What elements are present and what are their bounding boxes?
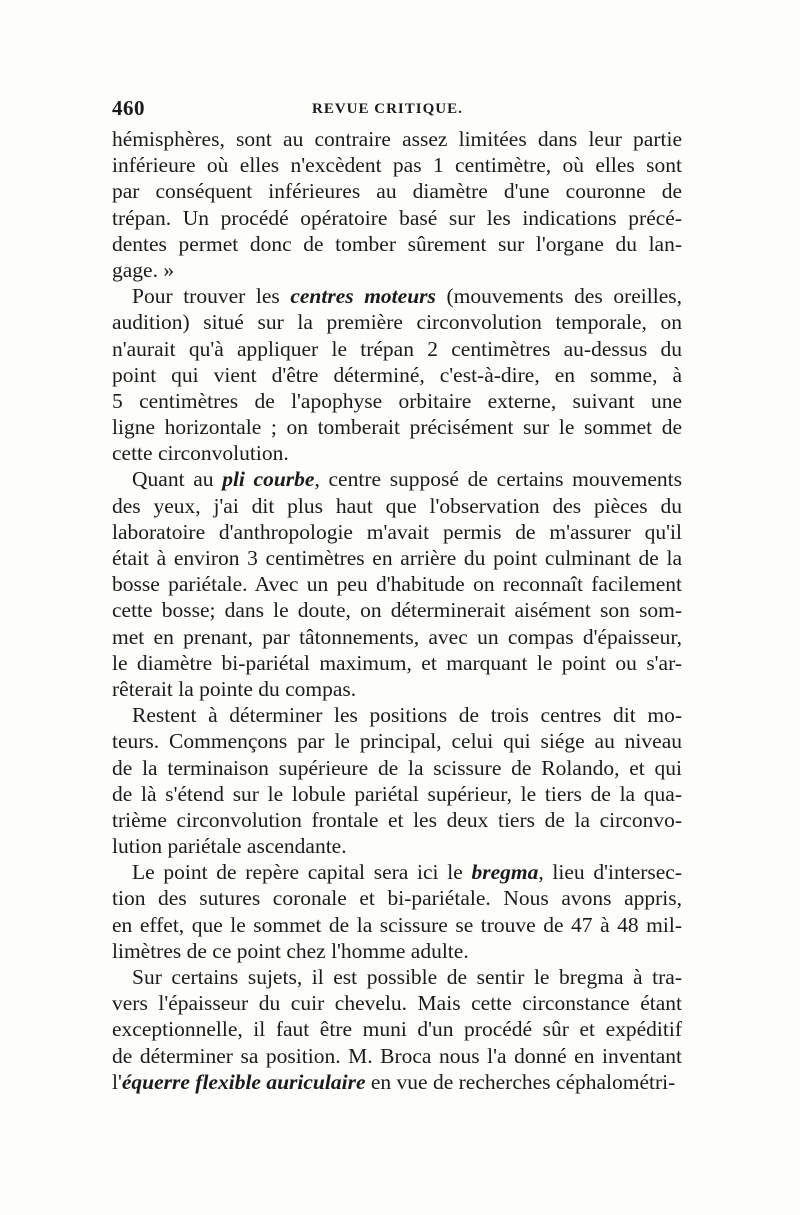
text-line: [112, 414, 682, 440]
text-segment: exceptionnelle, il faut être muni d'un procédé sûr et expéditif: [112, 1017, 682, 1042]
text-line: [112, 440, 682, 466]
italic-term: bregma: [471, 860, 539, 885]
text-segment: dentes permet donc de tomber sûrement sur l'organe du lan-: [112, 231, 682, 256]
text-segment: met en prenant, par tâtonnements, avec un compas d'épaisseur,: [112, 624, 682, 649]
text-segment: hémisphères, sont au contraire assez limitées dans leur partie: [112, 127, 682, 151]
text-line: [112, 755, 682, 781]
text-segment: était à environ 3 centimètres en arrière du point culminant de la: [112, 546, 682, 570]
text-segment: vers l'épaisseur du cuir chevelu. Mais cette circonstance étant: [112, 991, 682, 1016]
text-segment: en effet, que le sommet de la scissure se trouve de 47 à 48 mil-: [112, 912, 682, 937]
text-segment: Le point de repère capital sera ici le: [132, 860, 472, 885]
text-segment: en vue de recherches céphalométri-: [365, 1069, 676, 1094]
text-line: [112, 728, 682, 754]
text-line: [112, 336, 682, 362]
text-segment: tion des sutures coronale et bi-pariétale. Nous avons appris,: [112, 886, 682, 911]
text-segment: Sur certains sujets, il est possible de sentir le bregma à tra-: [132, 965, 682, 989]
text-line: [112, 807, 682, 833]
text-line: [112, 1043, 682, 1069]
text-line: [112, 676, 682, 702]
text-segment: gage. »: [112, 257, 175, 282]
running-head: [112, 96, 682, 124]
text-line: [112, 1016, 682, 1042]
page-number: 460: [112, 96, 145, 120]
journal-title: REVUE CRITIQUE.: [312, 101, 463, 117]
text-segment: Pour trouver les: [132, 284, 291, 309]
text-line: [112, 912, 682, 938]
text-line: [112, 1069, 682, 1095]
text-line: [112, 362, 682, 388]
text-line: [112, 205, 682, 231]
text-segment: de là s'étend sur le lobule pariétal supérieur, le tiers de la qua-: [112, 781, 682, 806]
text-segment: inférieure où elles n'excèdent pas 1 centimètre, où elles sont: [112, 153, 682, 178]
text-segment: cette bosse; dans le doute, on déterminerait aisément son som-: [112, 598, 682, 623]
text-segment: trépan. Un procédé opératoire basé sur les indications précé-: [112, 205, 682, 230]
text-line: [112, 964, 682, 990]
body-text: [112, 126, 682, 1095]
text-line: [112, 781, 682, 807]
text-line: [112, 493, 682, 519]
text-line: [112, 309, 682, 335]
text-segment: cette circonvolution.: [112, 441, 289, 466]
text-segment: Restent à déterminer les positions de trois centres dit mo-: [132, 703, 682, 728]
text-segment: (mouvements des oreilles,: [435, 284, 682, 309]
italic-term: centres moteurs: [290, 284, 436, 309]
text-segment: de la terminaison supérieure de la scissure de Rolando, et qui: [112, 755, 682, 780]
italic-term: pli courbe: [222, 467, 315, 492]
text-line: [112, 571, 682, 597]
text-line: [112, 624, 682, 650]
text-segment: teurs. Commençons par le principal, celui qui siége au niveau: [112, 729, 682, 754]
text-line: [112, 938, 682, 964]
text-line: [112, 833, 682, 859]
text-line: [112, 885, 682, 911]
text-line: [112, 650, 682, 676]
text-segment: limètres de ce point chez l'homme adulte.: [112, 938, 469, 963]
text-segment: 5 centimètres de l'apophyse orbitaire externe, suivant une: [112, 388, 682, 413]
text-segment: ligne horizontale ; on tomberait précisément sur le sommet de: [112, 415, 682, 440]
text-line: [112, 545, 682, 571]
text-line: [112, 702, 682, 728]
text-line: [112, 519, 682, 545]
text-line: [112, 126, 682, 152]
text-segment: par conséquent inférieures au diamètre d'une couronne de: [112, 179, 682, 204]
text-segment: , lieu d'intersec-: [538, 860, 682, 885]
text-line: [112, 178, 682, 204]
text-segment: n'aurait qu'à appliquer le trépan 2 centimètres au-dessus du: [112, 336, 682, 361]
text-line: [112, 283, 682, 309]
text-line: [112, 859, 682, 885]
text-segment: bosse pariétale. Avec un peu d'habitude on reconnaît facilement: [112, 572, 682, 597]
text-segment: audition) situé sur la première circonvolution temporale, on: [112, 310, 682, 335]
italic-term: équerre flexible auriculaire: [121, 1069, 366, 1094]
text-segment: trième circonvolution frontale et les deux tiers de la circonvo-: [112, 807, 682, 832]
text-line: [112, 152, 682, 178]
text-line: [112, 231, 682, 257]
text-line: [112, 466, 682, 492]
text-line: [112, 257, 682, 283]
text-line: [112, 597, 682, 623]
text-segment: des yeux, j'ai dit plus haut que l'observation des pièces du: [112, 493, 682, 518]
text-segment: le diamètre bi-pariétal maximum, et marquant le point ou s'ar-: [112, 650, 682, 675]
text-segment: l': [112, 1069, 122, 1094]
text-segment: rêterait la pointe du compas.: [112, 676, 357, 701]
text-segment: de déterminer sa position. M. Broca nous l'a donné en inventant: [112, 1043, 682, 1068]
text-line: [112, 990, 682, 1016]
text-line: [112, 388, 682, 414]
text-segment: laboratoire d'anthropologie m'avait permis de m'assurer qu'il: [112, 519, 682, 544]
text-segment: Quant au: [132, 467, 223, 492]
text-segment: , centre supposé de certains mouvements: [314, 467, 682, 492]
text-segment: point qui vient d'être déterminé, c'est-à-dire, en somme, à: [112, 362, 682, 387]
text-segment: lution pariétale ascendante.: [112, 834, 347, 859]
